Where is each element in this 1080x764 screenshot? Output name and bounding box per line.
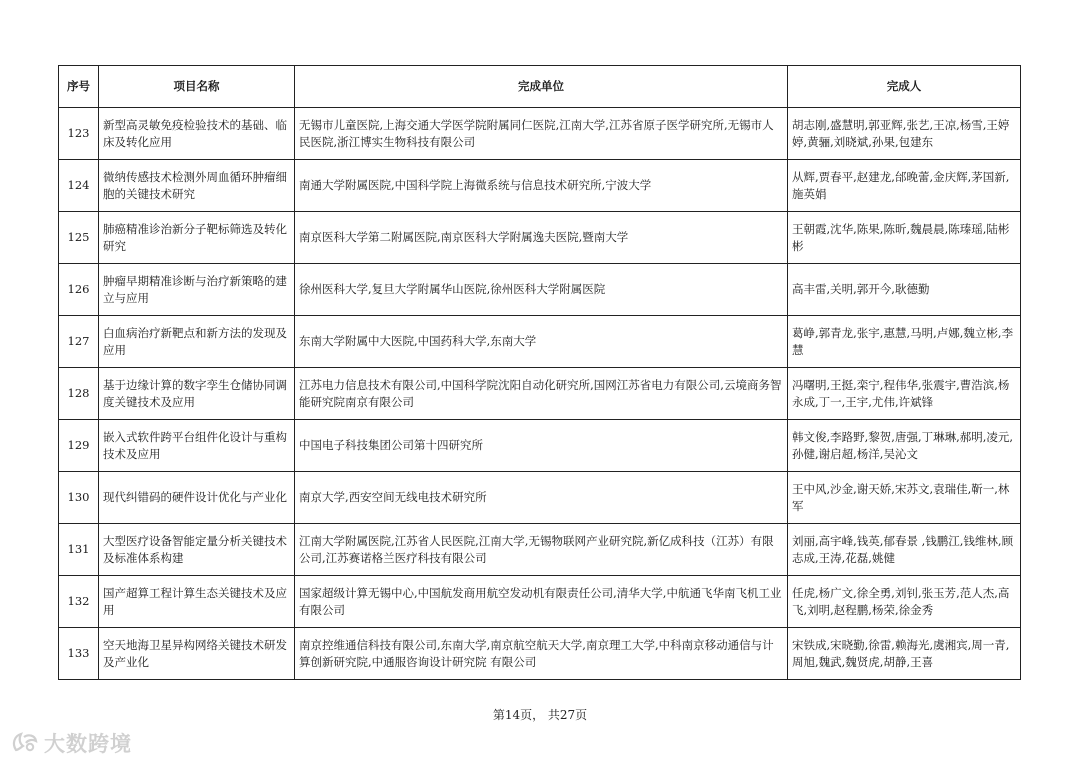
cell-project-name: 肿瘤早期精准诊断与治疗新策略的建立与应用 (99, 264, 295, 316)
cell-units: 中国电子科技集团公司第十四研究所 (295, 420, 788, 472)
table-row (59, 316, 1021, 368)
cell-units: 江南大学附属医院,江苏省人民医院,江南大学,无锡物联网产业研究院,新亿成科技（江苏）有限公司,江苏赛诺格兰医疗科技有限公司 (295, 524, 788, 576)
cell-project-name: 国产超算工程计算生态关键技术及应用 (99, 576, 295, 628)
cell-people: 宋铁成,宋晓勤,徐雷,赖海光,虞湘宾,周一青,周旭,魏武,魏贤虎,胡静,王喜 (788, 628, 1021, 680)
cell-number: 133 (59, 628, 99, 680)
cell-people: 王中风,沙金,谢天娇,宋苏文,袁瑞佳,靳一,林军 (788, 472, 1021, 524)
table-row (59, 368, 1021, 420)
cell-project-name: 微纳传感技术检测外周血循环肿瘤细胞的关键技术研究 (99, 160, 295, 212)
table-header-row (59, 66, 1021, 108)
cell-units: 南京控维通信科技有限公司,东南大学,南京航空航天大学,南京理工大学,中科南京移动通信与计算创新研究院,中通服咨询设计研究院 有限公司 (295, 628, 788, 680)
cell-people: 刘丽,高宇峰,钱英,郁春景 ,钱鹏江,钱维林,顾志成,王涛,花磊,姚健 (788, 524, 1021, 576)
cell-units: 南京医科大学第二附属医院,南京医科大学附属逸夫医院,暨南大学 (295, 212, 788, 264)
cell-number: 124 (59, 160, 99, 212)
cell-people: 任虎,杨广文,徐全勇,刘钊,张玉芳,范人杰,高飞,刘明,赵程鹏,杨荣,徐金秀 (788, 576, 1021, 628)
cell-people: 冯曙明,王挺,栾宁,程伟华,张震宇,曹浩滨,杨永成,丁一,王宇,尤伟,许斌锋 (788, 368, 1021, 420)
cell-people: 从辉,贾春平,赵建龙,邰晚蕾,金庆辉,茅国新,施英娟 (788, 160, 1021, 212)
cell-project-name: 大型医疗设备智能定量分析关键技术及标准体系构建 (99, 524, 295, 576)
logo-mark-icon (10, 730, 40, 756)
cell-number: 123 (59, 108, 99, 160)
table-row (59, 472, 1021, 524)
header-units: 完成单位 (295, 66, 788, 108)
cell-people: 王朝霞,沈华,陈果,陈昕,魏晨晨,陈瑧瑶,陆彬彬 (788, 212, 1021, 264)
cell-project-name: 白血病治疗新靶点和新方法的发现及应用 (99, 316, 295, 368)
table-row (59, 160, 1021, 212)
cell-people: 韩文俊,李路野,黎贺,唐强,丁琳琳,郝明,凌元,孙健,谢启超,杨洋,吴沁文 (788, 420, 1021, 472)
cell-number: 125 (59, 212, 99, 264)
cell-project-name: 肺癌精准诊治新分子靶标筛选及转化研究 (99, 212, 295, 264)
cell-units: 徐州医科大学,复旦大学附属华山医院,徐州医科大学附属医院 (295, 264, 788, 316)
table-row (59, 212, 1021, 264)
cell-units: 江苏电力信息技术有限公司,中国科学院沈阳自动化研究所,国网江苏省电力有限公司,云境商务智能研究院南京有限公司 (295, 368, 788, 420)
table-row (59, 576, 1021, 628)
cell-units: 南京大学,西安空间无线电技术研究所 (295, 472, 788, 524)
cell-number: 129 (59, 420, 99, 472)
page-number: 第14页， 共27页 (492, 708, 588, 722)
table-row (59, 108, 1021, 160)
cell-units: 东南大学附属中大医院,中国药科大学,东南大学 (295, 316, 788, 368)
award-list-table (58, 65, 1021, 680)
table-row (59, 420, 1021, 472)
header-people: 完成人 (788, 66, 1021, 108)
cell-units: 无锡市儿童医院,上海交通大学医学院附属同仁医院,江南大学,江苏省原子医学研究所,无锡市人民医院,浙江博实生物科技有限公司 (295, 108, 788, 160)
cell-project-name: 新型高灵敏免疫检验技术的基础、临床及转化应用 (99, 108, 295, 160)
table-row (59, 524, 1021, 576)
header-project-name: 项目名称 (99, 66, 295, 108)
cell-number: 127 (59, 316, 99, 368)
cell-project-name: 嵌入式软件跨平台组件化设计与重构技术及应用 (99, 420, 295, 472)
header-number: 序号 (59, 66, 99, 108)
cell-people: 葛峥,郭青龙,张宇,惠慧,马明,卢娜,魏立彬,李慧 (788, 316, 1021, 368)
table-body (59, 108, 1021, 680)
cell-people: 高丰雷,关明,郭开今,耿德勤 (788, 264, 1021, 316)
cell-project-name: 现代纠错码的硬件设计优化与产业化 (99, 472, 295, 524)
cell-units: 国家超级计算无锡中心,中国航发商用航空发动机有限责任公司,清华大学,中航通飞华南飞机工业有限公司 (295, 576, 788, 628)
cell-number: 126 (59, 264, 99, 316)
watermark-text: 大数跨境 (44, 732, 132, 756)
cell-project-name: 基于边缘计算的数字孪生仓储协同调度关键技术及应用 (99, 368, 295, 420)
cell-number: 130 (59, 472, 99, 524)
cell-project-name: 空天地海卫星异构网络关键技术研发及产业化 (99, 628, 295, 680)
cell-number: 128 (59, 368, 99, 420)
cell-units: 南通大学附属医院,中国科学院上海微系统与信息技术研究所,宁波大学 (295, 160, 788, 212)
cell-people: 胡志刚,盛慧明,郭亚辉,张艺,王凉,杨雪,王婷婷,黄骊,刘晓斌,孙果,包建东 (788, 108, 1021, 160)
watermark (10, 728, 132, 758)
cell-number: 131 (59, 524, 99, 576)
table-row (59, 628, 1021, 680)
table-row (59, 264, 1021, 316)
cell-number: 132 (59, 576, 99, 628)
